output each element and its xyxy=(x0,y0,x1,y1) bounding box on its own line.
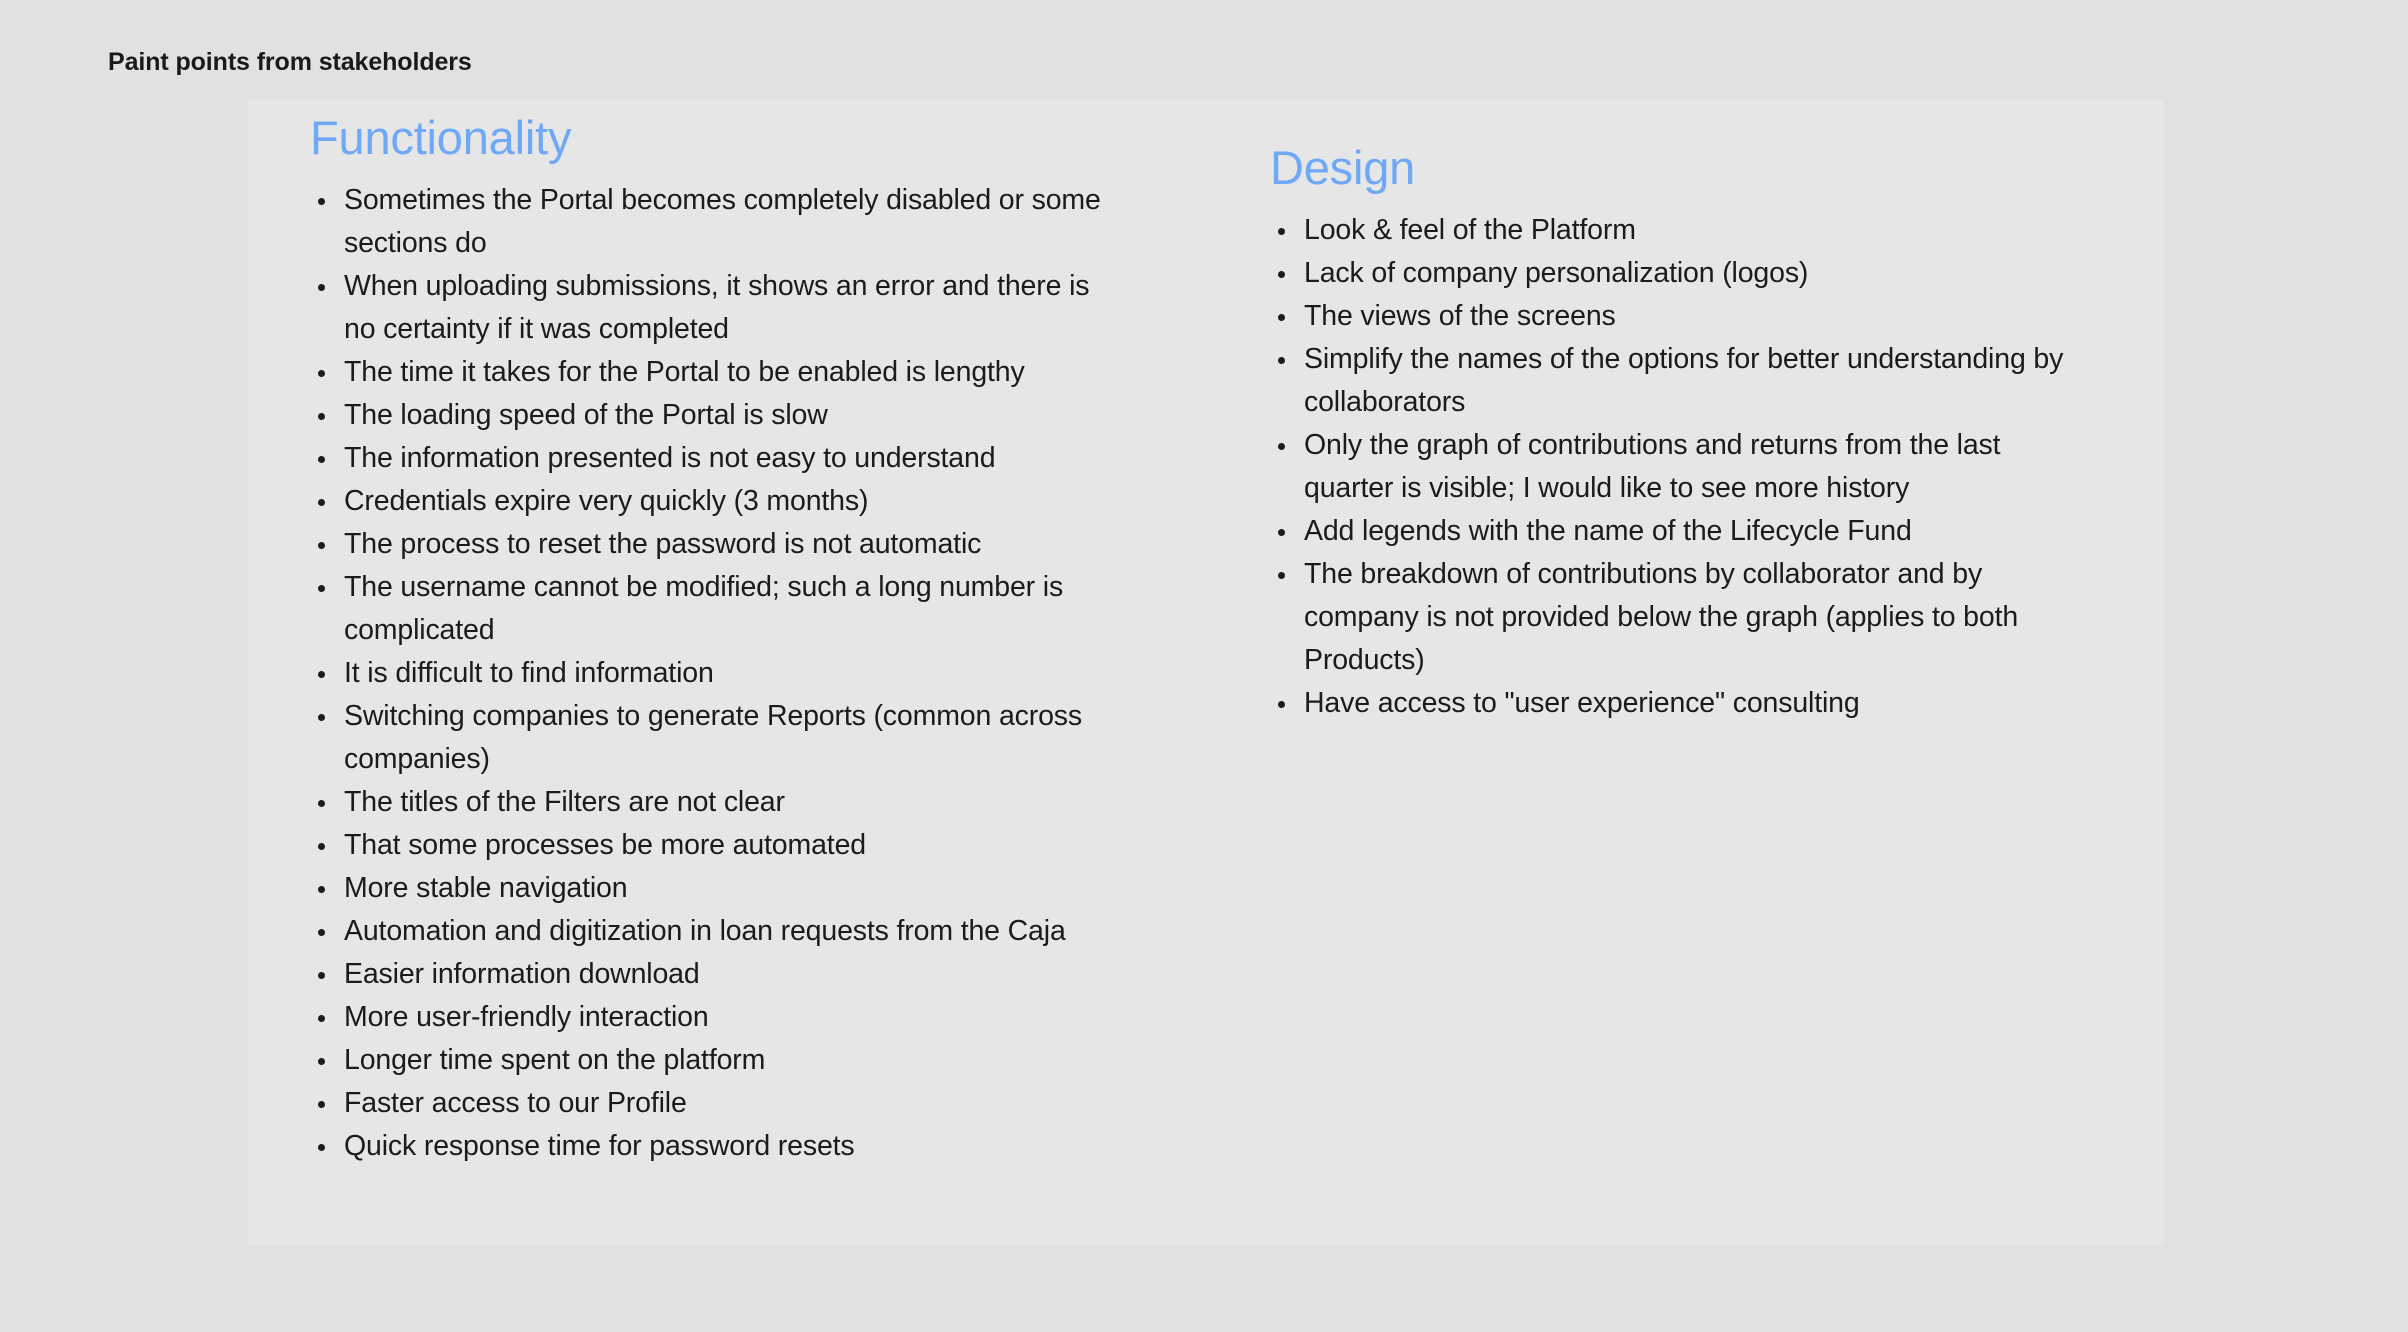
list-item: Switching companies to generate Reports (common across companies) xyxy=(310,695,1110,781)
list-item: The username cannot be modified; such a long number is complicated xyxy=(310,566,1110,652)
bullet-list-design xyxy=(1270,209,2090,725)
list-item: Simplify the names of the options for better understanding by collaborators xyxy=(1270,338,2090,424)
list-item: Only the graph of contributions and returns from the last quarter is visible; I would like to see more history xyxy=(1270,424,2090,510)
list-item: Faster access to our Profile xyxy=(310,1082,1110,1125)
list-item: Lack of company personalization (logos) xyxy=(1270,252,2090,295)
list-item: Sometimes the Portal becomes completely disabled or some sections do xyxy=(310,179,1110,265)
list-item: Look & feel of the Platform xyxy=(1270,209,2090,252)
column-design xyxy=(1270,100,2090,725)
list-item: The breakdown of contributions by collaborator and by company is not provided below the graph (applies to both Products) xyxy=(1270,553,2090,682)
content-panel xyxy=(248,100,2164,1246)
list-item: More stable navigation xyxy=(310,867,1110,910)
list-item: Have access to "user experience" consulting xyxy=(1270,682,2090,725)
list-item: More user-friendly interaction xyxy=(310,996,1110,1039)
column-heading-functionality: Functionality xyxy=(310,111,572,164)
column-functionality xyxy=(310,100,1110,1168)
list-item: The titles of the Filters are not clear xyxy=(310,781,1110,824)
list-item: That some processes be more automated xyxy=(310,824,1110,867)
list-item: Longer time spent on the platform xyxy=(310,1039,1110,1082)
list-item: When uploading submissions, it shows an error and there is no certainty if it was completed xyxy=(310,265,1110,351)
list-item: Automation and digitization in loan requests from the Caja xyxy=(310,910,1110,953)
list-item: Credentials expire very quickly (3 months) xyxy=(310,480,1110,523)
page-title: Paint points from stakeholders xyxy=(108,48,472,76)
list-item: Easier information download xyxy=(310,953,1110,996)
list-item: The information presented is not easy to understand xyxy=(310,437,1110,480)
list-item: Add legends with the name of the Lifecycle Fund xyxy=(1270,510,2090,553)
list-item: It is difficult to find information xyxy=(310,652,1110,695)
list-item: Quick response time for password resets xyxy=(310,1125,1110,1168)
list-item: The process to reset the password is not automatic xyxy=(310,523,1110,566)
list-item: The loading speed of the Portal is slow xyxy=(310,394,1110,437)
list-item: The time it takes for the Portal to be enabled is lengthy xyxy=(310,351,1110,394)
list-item: The views of the screens xyxy=(1270,295,2090,338)
bullet-list-functionality xyxy=(310,179,1110,1168)
column-heading-design: Design xyxy=(1270,141,1416,194)
